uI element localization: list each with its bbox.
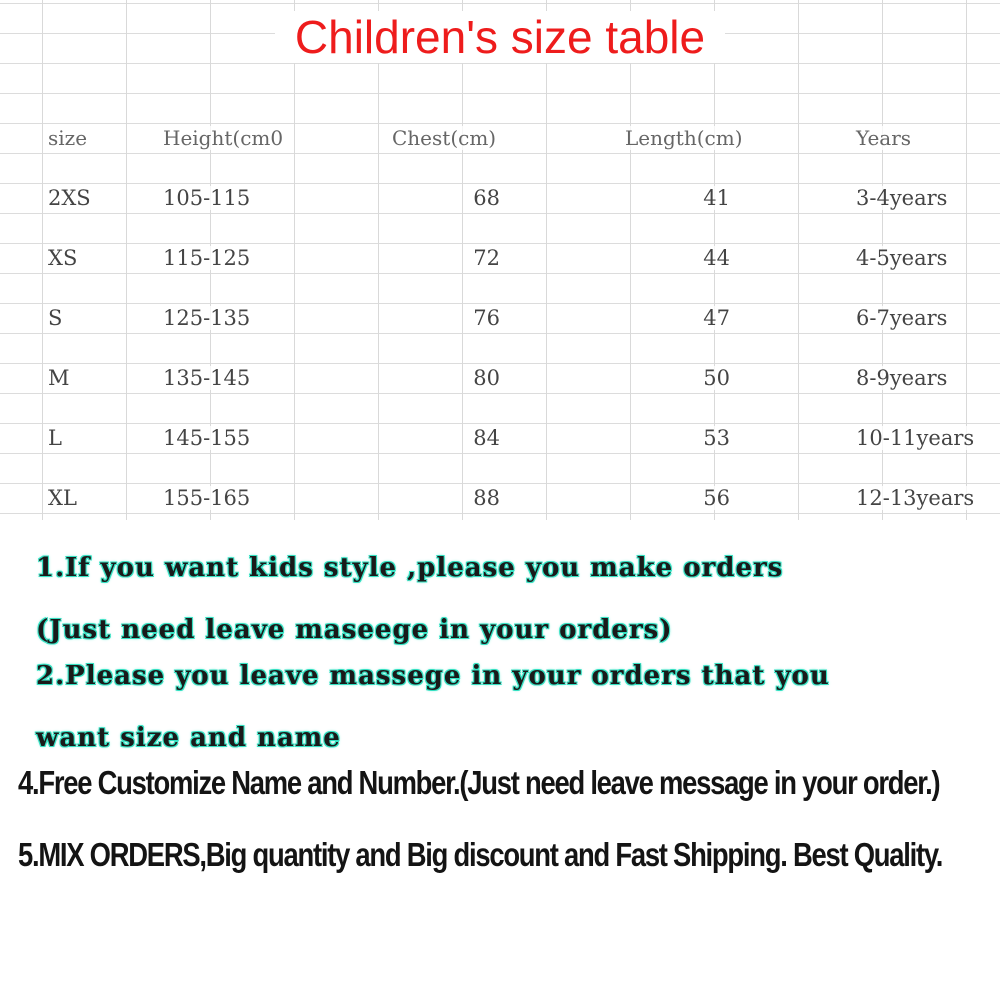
header-height: Height(cm0	[163, 126, 284, 150]
page-title	[0, 8, 1000, 66]
table-row	[0, 472, 1000, 532]
cell-length: 56	[703, 486, 730, 510]
cell-chest: 76	[473, 306, 500, 330]
cell-length: 44	[703, 246, 730, 270]
cell-years: 8-9years	[856, 366, 948, 390]
header-size: size	[48, 126, 88, 150]
cell-years: 6-7years	[856, 306, 948, 330]
cell-length: 47	[703, 306, 730, 330]
cell-height: 105-115	[163, 186, 251, 210]
cell-size: M	[48, 366, 70, 390]
title-text: Children's size table	[275, 11, 725, 63]
cell-length: 50	[703, 366, 730, 390]
banner-customize: 4.Free Customize Name and Number.(Just need leave message in your order.)	[18, 764, 940, 801]
cell-height: 115-125	[163, 246, 251, 270]
cell-size: 2XS	[48, 186, 91, 210]
table-row	[0, 292, 1000, 352]
cell-size: XL	[48, 486, 77, 510]
table-row	[0, 232, 1000, 292]
table-row	[0, 352, 1000, 412]
cell-height: 145-155	[163, 426, 251, 450]
header-years: Years	[856, 126, 912, 150]
cell-years: 10-11years	[856, 426, 975, 450]
cell-years: 12-13years	[856, 486, 975, 510]
cell-chest: 68	[473, 186, 500, 210]
cell-height: 125-135	[163, 306, 251, 330]
banner-mix-orders: 5.MIX ORDERS,Big quantity and Big discount and Fast Shipping. Best Quality.	[18, 836, 943, 873]
cell-chest: 88	[473, 486, 500, 510]
cell-size: S	[48, 306, 63, 330]
table-row	[0, 412, 1000, 472]
cell-length: 41	[703, 186, 730, 210]
table-row	[0, 172, 1000, 232]
header-chest: Chest(cm)	[392, 126, 497, 150]
table-header-row	[0, 112, 1000, 172]
cell-size: XS	[48, 246, 78, 270]
cell-chest: 80	[473, 366, 500, 390]
cell-length: 53	[703, 426, 730, 450]
size-table	[0, 112, 1000, 532]
note-line-3: 2.Please you leave massege in your orders that you	[36, 661, 830, 691]
cell-size: L	[48, 426, 62, 450]
cell-years: 4-5years	[856, 246, 948, 270]
note-line-2: (Just need leave maseege in your orders)	[36, 615, 673, 645]
cell-chest: 84	[473, 426, 500, 450]
note-line-4: want size and name	[36, 723, 341, 753]
note-line-1: 1.If you want kids style ,please you make orders	[36, 553, 784, 583]
cell-chest: 72	[473, 246, 500, 270]
header-length: Length(cm)	[625, 126, 743, 150]
cell-years: 3-4years	[856, 186, 948, 210]
cell-height: 155-165	[163, 486, 251, 510]
cell-height: 135-145	[163, 366, 251, 390]
